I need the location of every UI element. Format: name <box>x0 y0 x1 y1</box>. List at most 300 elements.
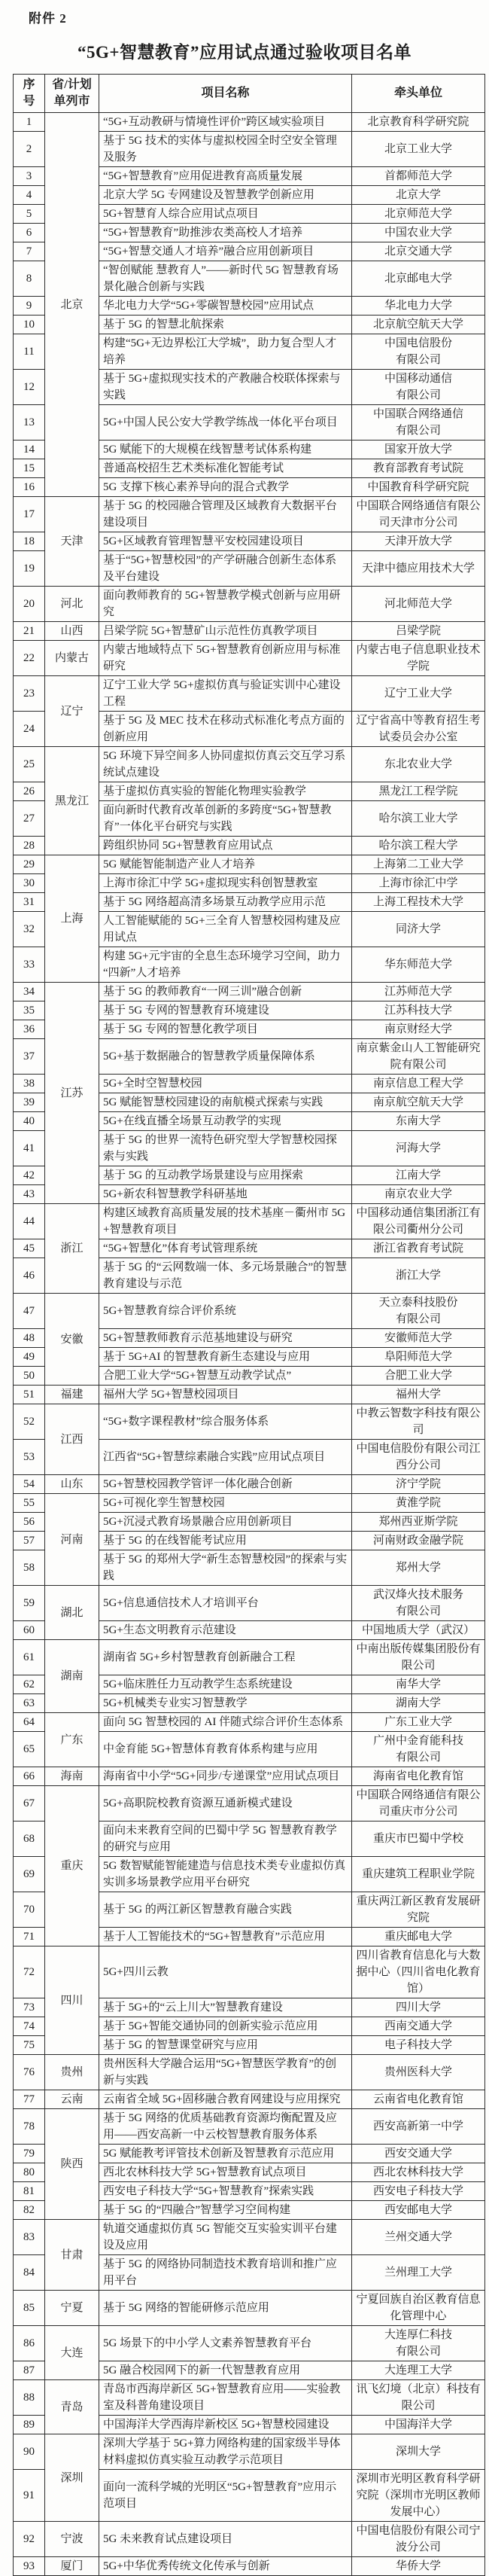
row-number-cell: 51 <box>14 1386 45 1404</box>
lead-org-cell: 电子科技大学 <box>352 2036 485 2055</box>
project-name-cell: 华北电力大学“5G+零碳智慧校园”应用试点 <box>99 297 352 316</box>
lead-org-cell: 辽宁工业大学 <box>352 676 485 712</box>
table-row <box>14 2557 485 2576</box>
row-number-cell: 22 <box>14 641 45 676</box>
row-number-cell: 46 <box>14 1258 45 1294</box>
row-number-cell: 48 <box>14 1329 45 1348</box>
row-number-cell: 91 <box>14 2470 45 2522</box>
province-cell: 海南 <box>45 1767 99 1786</box>
lead-org-cell: 大连理工大学 <box>352 2361 485 2380</box>
table-row <box>14 2434 485 2470</box>
project-name-cell: “智创赋能 慧教育人”——新时代 5G 智慧教育场景化融合创新与实践 <box>99 261 352 297</box>
lead-org-cell: 天津开放大学 <box>352 532 485 551</box>
project-name-cell: 5G 未来教育试点建设项目 <box>99 2522 352 2557</box>
row-number-cell: 65 <box>14 1732 45 1767</box>
lead-org-cell: 贵州医科大学 <box>352 2055 485 2090</box>
lead-org-cell: 中国电信股份 有限公司 <box>352 334 485 370</box>
lead-org-cell: 浙江大学 <box>352 1258 485 1294</box>
project-name-cell: 5G+智慧教师教育示范基地建设与研究 <box>99 1329 352 1348</box>
row-number-cell: 68 <box>14 1821 45 1857</box>
table-row <box>14 587 485 622</box>
row-number-cell: 67 <box>14 1786 45 1821</box>
table-row <box>14 622 485 641</box>
province-cell: 陕西 <box>45 2109 99 2220</box>
province-cell: 深圳 <box>45 2434 99 2522</box>
project-name-cell: 中国海洋大学西海岸新校区 5G+智慧校园建设 <box>99 2416 352 2434</box>
table-row <box>14 747 485 782</box>
row-number-cell: 90 <box>14 2434 45 2470</box>
row-number-cell: 81 <box>14 2182 45 2201</box>
province-cell: 青岛 <box>45 2380 99 2434</box>
lead-org-cell: 江苏科技大学 <box>352 1001 485 1020</box>
project-name-cell: 福州大学 5G+智慧校园项目 <box>99 1386 352 1404</box>
lead-org-cell: 华北电力大学 <box>352 297 485 316</box>
row-number-cell: 74 <box>14 2017 45 2036</box>
project-name-cell: 辽宁工业大学 5G+虚拟仿真与验证实训中心建设工程 <box>99 676 352 712</box>
project-name-cell: 基于 5G 的郑州大学“新生态智慧校园”的探索与实践 <box>99 1550 352 1586</box>
lead-org-cell: 吕梁学院 <box>352 622 485 641</box>
project-name-cell: 5G 赋能教考评管技术创新及智慧教育示范应用 <box>99 2145 352 2163</box>
province-cell: 大连 <box>45 2326 99 2380</box>
lead-org-cell: 重庆两江新区教育发展研究院 <box>352 1892 485 1928</box>
lead-org-cell: 内蒙古电子信息职业技术学院 <box>352 641 485 676</box>
project-name-cell: 云南省全域 5G+固移融合教育网建设与应用探究 <box>99 2090 352 2109</box>
row-number-cell: 40 <box>14 1112 45 1131</box>
project-name-cell: 海南省中小学“5G+同步/专递课堂”应用试点项目 <box>99 1767 352 1786</box>
lead-org-cell: 天津中德应用技术大学 <box>352 551 485 587</box>
lead-org-cell: 南京财经大学 <box>352 1020 485 1039</box>
row-number-cell: 11 <box>14 334 45 370</box>
lead-org-cell: 中国教育科学研究院 <box>352 478 485 497</box>
table-row <box>14 2109 485 2145</box>
province-cell: 天津 <box>45 497 99 587</box>
lead-org-cell: 东北农业大学 <box>352 747 485 782</box>
project-name-cell: 基于 5G 技术的实体与虚拟校园全时空安全管理及服务 <box>99 132 352 167</box>
project-name-cell: 5G+智慧校园教学管评一体化融合创新 <box>99 1475 352 1494</box>
column-header: 序号 <box>14 75 45 113</box>
table-row <box>14 1946 485 1998</box>
project-name-cell: 人工智能赋能的 5G+三全育人智慧校园构建及应用试点 <box>99 912 352 947</box>
table-row <box>14 1767 485 1786</box>
row-number-cell: 88 <box>14 2380 45 2416</box>
lead-org-cell: 合肥工业大学 <box>352 1367 485 1386</box>
lead-org-cell: 四川省教育信息化与大数据中心（四川省电化教育馆） <box>352 1946 485 1998</box>
province-cell: 河北 <box>45 587 99 622</box>
lead-org-cell: 西南交通大学 <box>352 2017 485 2036</box>
project-name-cell: 5G+全时空智慧校园 <box>99 1075 352 1093</box>
project-name-cell: 基于 5G 及 MEC 技术在移动式标准化考点方面的创新应用 <box>99 712 352 747</box>
project-name-cell: 基于 5G+虚拟现实技术的产教融合校联体探索与实践 <box>99 370 352 405</box>
lead-org-cell: 深圳市光明区教育科学研究院（深圳市光明区教师发展中心） <box>352 2470 485 2522</box>
table-row <box>14 1386 485 1404</box>
row-number-cell: 76 <box>14 2055 45 2090</box>
project-name-cell: 5G+可视化孪生智慧校园 <box>99 1494 352 1513</box>
lead-org-cell: 黄淮学院 <box>352 1494 485 1513</box>
province-cell: 安徽 <box>45 1294 99 1386</box>
row-number-cell: 18 <box>14 532 45 551</box>
table-row <box>14 676 485 712</box>
project-name-cell: 湖南省 5G+乡村智慧教育创新融合工程 <box>99 1640 352 1675</box>
province-cell: 湖南 <box>45 1640 99 1713</box>
table-row <box>14 1294 485 1329</box>
lead-org-cell: 华侨大学 <box>352 2557 485 2576</box>
row-number-cell: 69 <box>14 1857 45 1892</box>
project-name-cell: 构建“5G+无边界松江大学城”，助力复合型人才培养 <box>99 334 352 370</box>
header-row <box>14 75 485 113</box>
province-cell: 重庆 <box>45 1786 99 1946</box>
row-number-cell: 43 <box>14 1185 45 1204</box>
project-name-cell: 5G+沉浸式教育场景融合应用创新项目 <box>99 1513 352 1532</box>
project-name-cell: 5G+四川云教 <box>99 1946 352 1998</box>
lead-org-cell: 上海第二工业大学 <box>352 855 485 874</box>
project-name-cell: 5G+区域教育管理智慧平安校园建设项目 <box>99 532 352 551</box>
province-cell: 福建 <box>45 1386 99 1404</box>
project-name-cell: 基于 5G 的“四融合”智慧学习空间构建 <box>99 2201 352 2220</box>
project-name-cell: 基于 5G+智能交通协同的创新实验示范应用 <box>99 2017 352 2036</box>
page-title: “5G+智慧教育”应用试点通过验收项目名单 <box>77 43 412 62</box>
row-number-cell: 19 <box>14 551 45 587</box>
project-name-cell: 5G+新农科智慧教学科研基地 <box>99 1185 352 1204</box>
project-name-cell: “5G+互动教研与情境性评价”跨区域实验项目 <box>99 113 352 132</box>
row-number-cell: 17 <box>14 497 45 532</box>
project-name-cell: “5G+智慧教育”应用促进教育高质量发展 <box>99 167 352 186</box>
lead-org-cell: 中国联合网络通信有限公司天津市分公司 <box>352 497 485 532</box>
project-name-cell: 面向新时代教育改革创新的多跨度“5G+智慧教育”一体化平台研究与实践 <box>99 801 352 837</box>
row-number-cell: 42 <box>14 1166 45 1185</box>
province-cell: 河南 <box>45 1494 99 1586</box>
lead-org-cell: 郑州大学 <box>352 1550 485 1586</box>
lead-org-cell: 宁夏回族自治区教育信息化管理中心 <box>352 2291 485 2326</box>
lead-org-cell: 中国电信股份有限公司宁波分公司 <box>352 2522 485 2557</box>
row-number-cell: 93 <box>14 2557 45 2576</box>
lead-org-cell: 北京大学 <box>352 186 485 205</box>
lead-org-cell: 安徽师范大学 <box>352 1329 485 1348</box>
row-number-cell: 49 <box>14 1348 45 1367</box>
lead-org-cell: 中国海洋大学 <box>352 2416 485 2434</box>
project-name-cell: 基于虚拟仿真实验的智能化物理实验教学 <box>99 782 352 801</box>
project-name-cell: 基于 5G 的网络协同制造技术教育培训和推广应用平台 <box>99 2255 352 2291</box>
project-name-cell: 5G+中华优秀传统文化传承与创新 <box>99 2557 352 2576</box>
project-name-cell: 基于 5G+AI 的智慧教育新生态建设与应用 <box>99 1348 352 1367</box>
table-row <box>14 2055 485 2090</box>
row-number-cell: 32 <box>14 912 45 947</box>
lead-org-cell: 西安交通大学 <box>352 2145 485 2163</box>
project-name-cell: 5G 场景下的中小学人文素养智慧教育平台 <box>99 2326 352 2361</box>
table-row <box>14 1494 485 1513</box>
row-number-cell: 71 <box>14 1928 45 1946</box>
lead-org-cell: 中国移动通信 有限公司 <box>352 370 485 405</box>
project-name-cell: 西北农林科技大学 5G+智慧教育试点项目 <box>99 2163 352 2182</box>
lead-org-cell: 西安邮电大学 <box>352 2201 485 2220</box>
province-cell: 厦门 <box>45 2557 99 2576</box>
lead-org-cell: 江南大学 <box>352 1166 485 1185</box>
row-number-cell: 12 <box>14 370 45 405</box>
row-number-cell: 14 <box>14 441 45 459</box>
project-name-cell: 5G 支撑下核心素养导向的混合式教学 <box>99 478 352 497</box>
table-row <box>14 2090 485 2109</box>
province-cell: 辽宁 <box>45 676 99 747</box>
lead-org-cell: 首都师范大学 <box>352 167 485 186</box>
project-name-cell: “5G+智慧交通人才培养”融合应用创新项目 <box>99 242 352 261</box>
row-number-cell: 33 <box>14 947 45 983</box>
lead-org-cell: 四川大学 <box>352 1998 485 2017</box>
row-number-cell: 26 <box>14 782 45 801</box>
table-row <box>14 1713 485 1732</box>
row-number-cell: 9 <box>14 297 45 316</box>
lead-org-cell: 国家开放大学 <box>352 441 485 459</box>
project-name-cell: 基于 5G+的“云上川大”智慧教育建设 <box>99 1998 352 2017</box>
province-cell: 山西 <box>45 622 99 641</box>
lead-org-cell: 中国地质大学（武汉） <box>352 1621 485 1640</box>
lead-org-cell: 南京信息工程大学 <box>352 1075 485 1093</box>
province-cell: 云南 <box>45 2090 99 2109</box>
province-cell: 宁波 <box>45 2522 99 2557</box>
province-cell: 上海 <box>45 855 99 983</box>
row-number-cell: 78 <box>14 2109 45 2145</box>
project-name-cell: 5G+基于数据融合的智慧教学质量保障体系 <box>99 1039 352 1075</box>
lead-org-cell: 上海市徐汇中学 <box>352 874 485 893</box>
row-number-cell: 83 <box>14 2220 45 2255</box>
project-name-cell: 轨道交通虚拟仿真 5G 智能交互实验实训平台建设及应用 <box>99 2220 352 2255</box>
lead-org-cell: 济宁学院 <box>352 1475 485 1494</box>
lead-org-cell: 中教云智数字科技有限公司 <box>352 1404 485 1440</box>
row-number-cell: 4 <box>14 186 45 205</box>
table-row <box>14 497 485 532</box>
row-number-cell: 57 <box>14 1532 45 1550</box>
lead-org-cell: 同济大学 <box>352 912 485 947</box>
project-name-cell: 基于 5G 网络的优质基础教育资源均衡配置及应用——西安高新一中云校智慧教育服务体系 <box>99 2109 352 2145</box>
lead-org-cell: 重庆建筑工程职业学院 <box>352 1857 485 1892</box>
project-name-cell: 北京大学 5G 专网建设及智慧教学创新应用 <box>99 186 352 205</box>
project-name-cell: 基于 5G 专网的智慧教育环境建设 <box>99 1001 352 1020</box>
table-row <box>14 2522 485 2557</box>
row-number-cell: 8 <box>14 261 45 297</box>
row-number-cell: 39 <box>14 1093 45 1112</box>
project-name-cell: 面向教师教育的 5G+智慧教学模式创新与应用研究 <box>99 587 352 622</box>
attachment-label: 附件 2 <box>29 11 67 26</box>
lead-org-cell: 兰州理工大学 <box>352 2255 485 2291</box>
province-cell: 内蒙古 <box>45 641 99 676</box>
table-row <box>14 1786 485 1821</box>
project-name-cell: 基于 5G 的在线智能考试应用 <box>99 1532 352 1550</box>
lead-org-cell: 黑龙江工程学院 <box>352 782 485 801</box>
lead-org-cell: 中国移动通信集团浙江有限公司衢州分公司 <box>352 1204 485 1239</box>
row-number-cell: 73 <box>14 1998 45 2017</box>
project-name-cell: 构建区域教育高质量发展的技术基座－衢州市 5G+智慧教育项目 <box>99 1204 352 1239</box>
row-number-cell: 15 <box>14 459 45 478</box>
lead-org-cell: 郑州西亚斯学院 <box>352 1513 485 1532</box>
row-number-cell: 64 <box>14 1713 45 1732</box>
project-name-cell: 基于 5G 的互动教学场景建设与应用探索 <box>99 1166 352 1185</box>
project-name-cell: 5G 赋能下的大规模在线智慧考试体系构建 <box>99 441 352 459</box>
lead-org-cell: 天立泰科技股份 有限公司 <box>352 1294 485 1329</box>
project-name-cell: “5G+智慧化”体育考试管理系统 <box>99 1239 352 1258</box>
row-number-cell: 54 <box>14 1475 45 1494</box>
lead-org-cell: 华东师范大学 <box>352 947 485 983</box>
lead-org-cell: 北京师范大学 <box>352 205 485 224</box>
lead-org-cell: 中国农业大学 <box>352 224 485 242</box>
project-name-cell: 内蒙古地域特点下 5G+智慧教育创新应用与标准研究 <box>99 641 352 676</box>
project-name-cell: 合肥工业大学“5G+智慧互动教学试点” <box>99 1367 352 1386</box>
project-name-cell: 基于人工智能技术的“5G+智慧教育”示范应用 <box>99 1928 352 1946</box>
lead-org-cell: 云南省电化教育馆 <box>352 2090 485 2109</box>
province-cell: 浙江 <box>45 1204 99 1294</box>
row-number-cell: 63 <box>14 1694 45 1713</box>
lead-org-cell: 讯飞幻境（北京）科技有限公司 <box>352 2380 485 2416</box>
project-name-cell: 5G+智慧教育综合评价系统 <box>99 1294 352 1329</box>
lead-org-cell: 辽宁省高中等教育招生考试委员会办公室 <box>352 712 485 747</box>
project-name-cell: 5G+信息通信技术人才培训平台 <box>99 1586 352 1621</box>
lead-org-cell: 南京农业大学 <box>352 1185 485 1204</box>
project-name-cell: 5G+临床胜任力互动教学生态系统建设 <box>99 1675 352 1694</box>
row-number-cell: 89 <box>14 2416 45 2434</box>
row-number-cell: 10 <box>14 316 45 334</box>
lead-org-cell: 南京紫金山人工智能研究院有限公司 <box>352 1039 485 1075</box>
province-cell: 山东 <box>45 1475 99 1494</box>
lead-org-cell: 大连厚仁科技 有限公司 <box>352 2326 485 2361</box>
row-number-cell: 16 <box>14 478 45 497</box>
lead-org-cell: 浙江省教育考试院 <box>352 1239 485 1258</box>
project-name-cell: 5G+中国人民公安大学教学练战一体化平台项目 <box>99 405 352 441</box>
lead-org-cell: 南华大学 <box>352 1675 485 1694</box>
province-cell: 江苏 <box>45 983 99 1204</box>
project-name-cell: 基于 5G 的智慧北航探索 <box>99 316 352 334</box>
project-name-cell: 跨组织协同 5G+智慧教育应用试点 <box>99 837 352 855</box>
lead-org-cell: 东南大学 <box>352 1112 485 1131</box>
row-number-cell: 84 <box>14 2255 45 2291</box>
row-number-cell: 75 <box>14 2036 45 2055</box>
column-header: 省/计划 单列市 <box>45 75 99 113</box>
row-number-cell: 38 <box>14 1075 45 1093</box>
project-name-cell: “5G+智慧教育”助推涉农类高校人才培养 <box>99 224 352 242</box>
table-row <box>14 2220 485 2255</box>
row-number-cell: 60 <box>14 1621 45 1640</box>
lead-org-cell: 南京航空航天大学 <box>352 1093 485 1112</box>
province-cell: 黑龙江 <box>45 747 99 855</box>
lead-org-cell: 北京邮电大学 <box>352 261 485 297</box>
column-header: 牵头单位 <box>352 75 485 113</box>
table-row <box>14 983 485 1001</box>
row-number-cell: 21 <box>14 622 45 641</box>
project-name-cell: 面向一流科学城的光明区“5G+智慧教育”应用示范项目 <box>99 2470 352 2522</box>
row-number-cell: 36 <box>14 1020 45 1039</box>
lead-org-cell: 河海大学 <box>352 1131 485 1166</box>
project-name-cell: 上海市徐汇中学 5G+虚拟现实科创智慧教室 <box>99 874 352 893</box>
table-row <box>14 1475 485 1494</box>
table-row <box>14 1586 485 1621</box>
lead-org-cell: 中国联合网络通信 有限公司 <box>352 405 485 441</box>
project-name-cell: 基于 5G 的教师教育“一网三训”融合创新 <box>99 983 352 1001</box>
project-name-cell: 5G 赋能智慧校园建设的南航模式探索与实践 <box>99 1093 352 1112</box>
column-header: 项目名称 <box>99 75 352 113</box>
project-name-cell: 吕梁学院 5G+智慧矿山示范性仿真教学项目 <box>99 622 352 641</box>
project-name-cell: 基于 5G 专网的智慧化教学项目 <box>99 1020 352 1039</box>
lead-org-cell: 江苏师范大学 <box>352 983 485 1001</box>
lead-org-cell: 广东工业大学 <box>352 1713 485 1732</box>
row-number-cell: 55 <box>14 1494 45 1513</box>
project-name-cell: 江西省“5G+智慧综素融合实践”应用试点项目 <box>99 1440 352 1475</box>
lead-org-cell: 河北师范大学 <box>352 587 485 622</box>
row-number-cell: 25 <box>14 747 45 782</box>
row-number-cell: 1 <box>14 113 45 132</box>
province-cell: 北京 <box>45 113 99 497</box>
lead-org-cell: 深圳大学 <box>352 2434 485 2470</box>
project-name-cell: 基于 5G 的“云网数端一体、多元场景融合”的智慧教育建设与示范 <box>99 1258 352 1294</box>
row-number-cell: 23 <box>14 676 45 712</box>
lead-org-cell: 哈尔滨工程大学 <box>352 837 485 855</box>
lead-org-cell: 海南省电化教育馆 <box>352 1767 485 1786</box>
project-name-cell: 西安电子科技大学“5G+智慧教育”探索实践 <box>99 2182 352 2201</box>
project-name-cell: 5G+高职院校教育资源互通新模式建设 <box>99 1786 352 1821</box>
row-number-cell: 47 <box>14 1294 45 1329</box>
row-number-cell: 2 <box>14 132 45 167</box>
lead-org-cell: 西安高新第一中学 <box>352 2109 485 2145</box>
lead-org-cell: 阜阳师范大学 <box>352 1348 485 1367</box>
row-number-cell: 29 <box>14 855 45 874</box>
lead-org-cell: 北京工业大学 <box>352 132 485 167</box>
project-name-cell: 基于 5G 网络的智能研修示范应用 <box>99 2291 352 2326</box>
project-name-cell: 面向 5G 智慧校园的 AI 伴随式综合评价生态体系 <box>99 1713 352 1732</box>
row-number-cell: 72 <box>14 1946 45 1998</box>
row-number-cell: 5 <box>14 205 45 224</box>
project-name-cell: “5G+数字课程教材”综合服务体系 <box>99 1404 352 1440</box>
province-cell: 江西 <box>45 1404 99 1475</box>
lead-org-cell: 中国电信股份有限公司江西分公司 <box>352 1440 485 1475</box>
row-number-cell: 61 <box>14 1640 45 1675</box>
row-number-cell: 86 <box>14 2326 45 2361</box>
row-number-cell: 62 <box>14 1675 45 1694</box>
row-number-cell: 31 <box>14 893 45 912</box>
project-name-cell: 贵州医科大学融合运用“5G+智慧医学教育”的创新与实践 <box>99 2055 352 2090</box>
projects-table <box>13 74 485 2576</box>
table-row <box>14 113 485 132</box>
province-cell: 广东 <box>45 1713 99 1767</box>
project-name-cell: 5G+机械类专业实习智慧教学 <box>99 1694 352 1713</box>
project-name-cell: 基于 5G 的智慧课堂研究与应用 <box>99 2036 352 2055</box>
province-cell: 甘肃 <box>45 2220 99 2291</box>
row-number-cell: 80 <box>14 2163 45 2182</box>
project-name-cell: 5G 环境下异空间多人协同虚拟仿真云交互学习系统试点建设 <box>99 747 352 782</box>
row-number-cell: 82 <box>14 2201 45 2220</box>
lead-org-cell: 兰州交通大学 <box>352 2220 485 2255</box>
lead-org-cell: 中国联合网络通信有限公司重庆市分公司 <box>352 1786 485 1821</box>
row-number-cell: 27 <box>14 801 45 837</box>
project-name-cell: 5G 数智赋能智能建造与信息技术类专业虚拟仿真实训多场景教学应用平台研究 <box>99 1857 352 1892</box>
lead-org-cell: 上海工程技术大学 <box>352 893 485 912</box>
row-number-cell: 30 <box>14 874 45 893</box>
lead-org-cell: 武汉烽火技术服务 有限公司 <box>352 1586 485 1621</box>
province-cell: 宁夏 <box>45 2291 99 2326</box>
row-number-cell: 41 <box>14 1131 45 1166</box>
project-name-cell: 5G+生态文明教育示范建设 <box>99 1621 352 1640</box>
project-name-cell: 构建 5G+元宇宙的全息生态环境学习空间，助力“四新”人才培养 <box>99 947 352 983</box>
project-name-cell: 5G 赋能智能制造产业人才培养 <box>99 855 352 874</box>
table-row <box>14 1204 485 1239</box>
lead-org-cell: 重庆市巴蜀中学校 <box>352 1821 485 1857</box>
row-number-cell: 20 <box>14 587 45 622</box>
province-cell: 湖北 <box>45 1586 99 1640</box>
table-row <box>14 1404 485 1440</box>
table-row <box>14 2291 485 2326</box>
row-number-cell: 7 <box>14 242 45 261</box>
table-row <box>14 2380 485 2416</box>
lead-org-cell: 教育部教育考试院 <box>352 459 485 478</box>
project-name-cell: 基于 5G 的校园融合管理及区域教育大数据平台建设项目 <box>99 497 352 532</box>
row-number-cell: 34 <box>14 983 45 1001</box>
row-number-cell: 3 <box>14 167 45 186</box>
lead-org-cell: 湖南大学 <box>352 1694 485 1713</box>
project-name-cell: 普通高校招生艺术类标准化智能考试 <box>99 459 352 478</box>
